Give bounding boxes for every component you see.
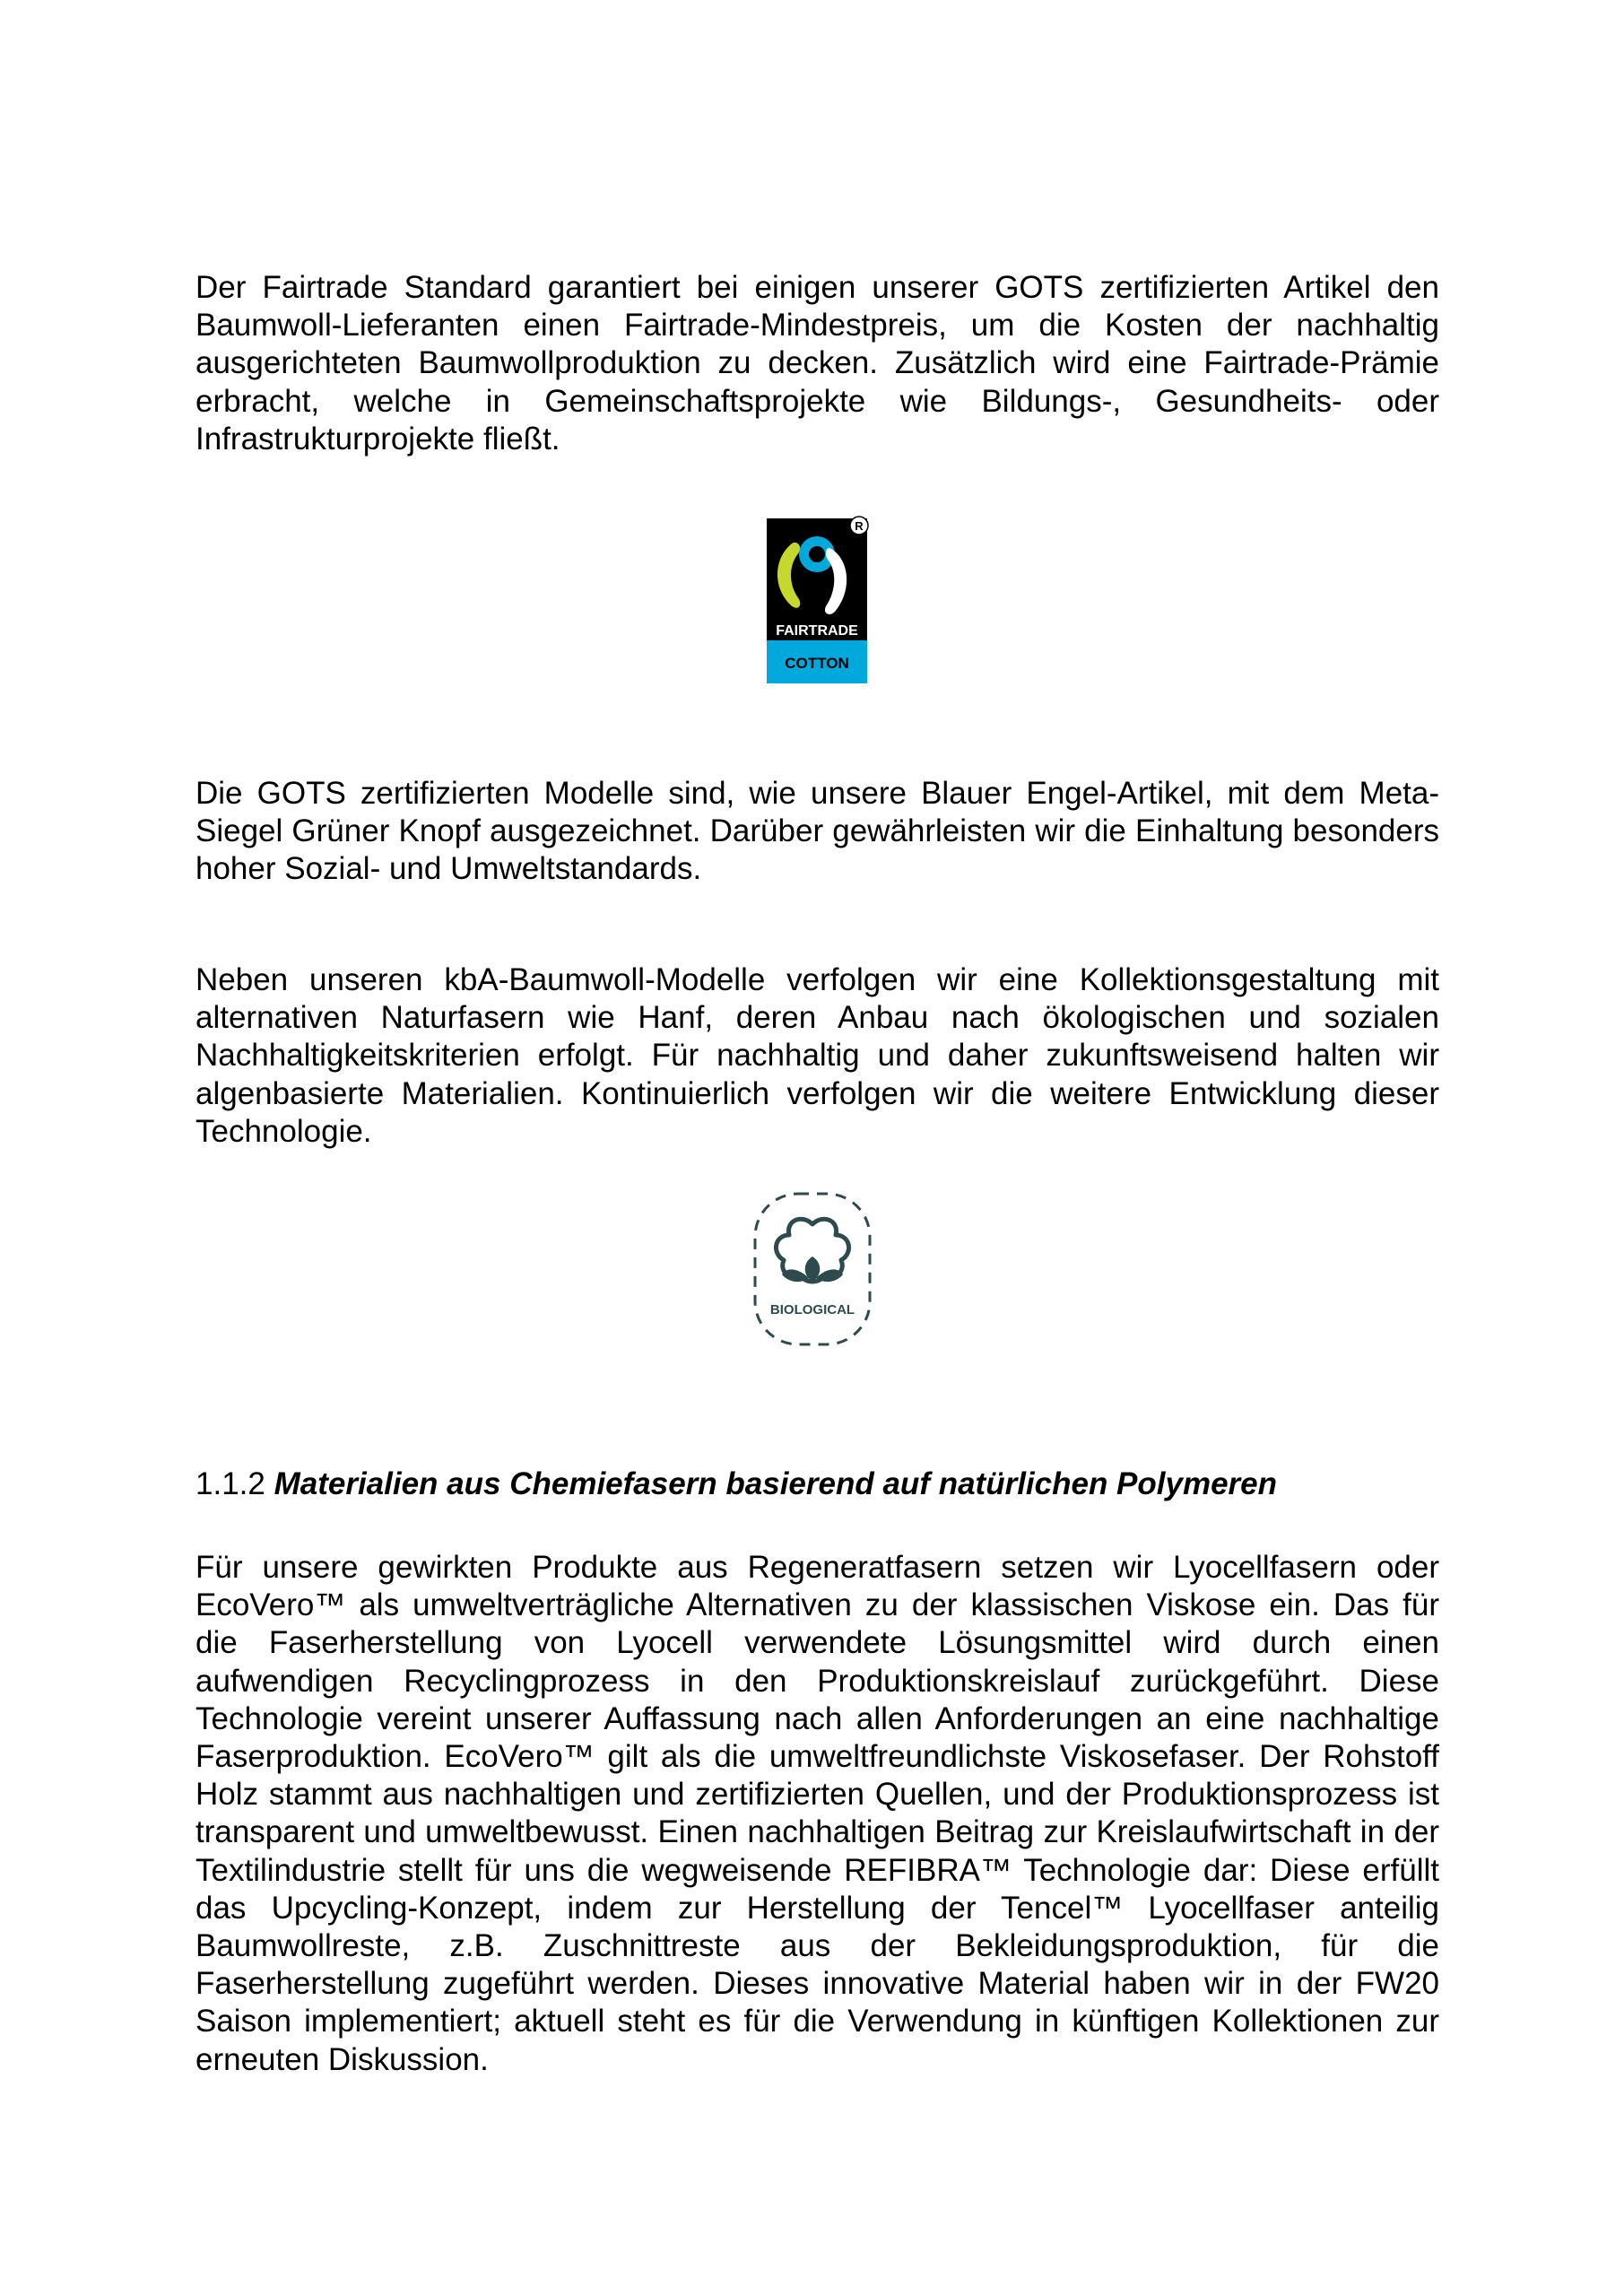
paragraph-fairtrade-intro: Der Fairtrade Standard garantiert bei einigen unserer GOTS zertifizierten Artikel den Baumwoll-Lieferanten einen Fairtrade-Mindestpreis, um die Kosten der nachhaltig ausgerichteten Baumwollproduktion zu decken. Zusätzlich wird eine Fairtrade-Prämie erbracht, welche in Gemeinschaftsprojekte wie Bildungs-, Gesundheits- oder Infrastrukturprojekte fließt.: [195, 270, 1439, 457]
svg-text:R: R: [855, 519, 864, 533]
cotton-label: COTTON: [785, 655, 849, 672]
paragraph-regenerated-fibers: Für unsere gewirkten Produkte aus Regeneratfasern setzen wir Lyocellfasern oder EcoVero™ als umweltverträgliche Alternativen zu der klassischen Viskose ein. Das für die Faserherstellung von Lyocell verwendete Lösungsmittel wird durch einen aufwendigen Recyclingprozess in den Produktionskreislauf zurückgeführt. Diese Technologie vereint unserer Auffassung nach allen Anforderungen an eine nachhaltige Faserproduktion. EcoVero™ gilt als die umweltfreundlichste Viskosefaser. Der Rohstoff Holz stammt aus nachhaltigen und zertifizierten Quellen, und der Produktionsprozess ist transparent und umweltbewusst. Einen nachhaltigen Beitrag zur Kreislaufwirtschaft in der Textilindustrie stellt für uns die wegweisende REFIBRA™ Technologie dar: Diese erfüllt das Upcycling-Konzept, indem zur Herstellung der Tencel™ Lyocellfaser anteilig Baumwollreste, z.B. Zuschnittreste aus der Bekleidungsproduktion, für die Faserherstellung zugeführt werden. Dieses innovative Material haben wir in der FW20 Saison implementiert; aktuell steht es für die Verwendung in künftigen Kollektionen zur erneuten Diskussion.: [195, 1550, 1439, 2077]
section-number: 1.1.2: [195, 1466, 265, 1501]
biological-cotton-logo: [750, 1188, 875, 1350]
biological-label: BIOLOGICAL: [769, 1302, 855, 1318]
paragraph-gots-models: Die GOTS zertifizierten Modelle sind, wie unsere Blauer Engel-Artikel, mit dem Meta-Siegel Grüner Knopf ausgezeichnet. Darüber gewährleisten wir die Einhaltung besonders hoher Sozial- und Umweltstandards.: [195, 776, 1439, 887]
fairtrade-label: FAIRTRADE: [776, 623, 858, 639]
section-heading: [195, 1465, 1439, 1503]
paragraph-natural-fibers: Neben unseren kbA-Baumwoll-Modelle verfolgen wir eine Kollektionsgestaltung mit alternativen Naturfasern wie Hanf, deren Anbau nach ökologischen und sozialen Nachhaltigkeitskriterien erfolgt. Für nachhaltig und daher zukunftsweisend halten wir algenbasierte Materialien. Kontinuierlich verfolgen wir die weitere Entwicklung dieser Technologie.: [195, 962, 1439, 1149]
section-title: Materialien aus Chemiefasern basierend auf natürlichen Polymeren: [274, 1466, 1278, 1501]
registered-mark-icon: [847, 514, 871, 537]
fairtrade-cotton-logo: [767, 518, 867, 683]
